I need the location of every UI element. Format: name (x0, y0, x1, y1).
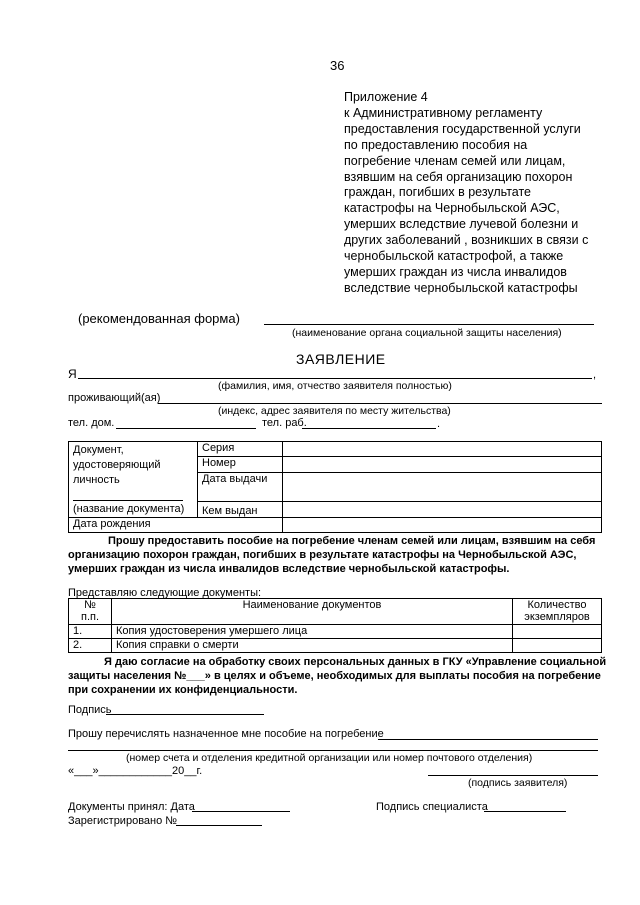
docs-intro: Представляю следующие документы: (68, 587, 262, 599)
row-num: 2. (69, 639, 112, 653)
appendix-line: других заболеваний , возникших в связи с (344, 233, 589, 248)
id-document-table (68, 441, 602, 533)
issue-date-value[interactable] (283, 472, 602, 502)
row-num: 1. (69, 625, 112, 639)
appendix-line: предоставления государственной услуги (344, 121, 581, 136)
transfer-field-2[interactable] (68, 750, 598, 751)
fio-caption: (фамилия, имя, отчество заявителя полностью) (218, 380, 452, 392)
row-qty[interactable] (513, 639, 602, 653)
document-cell (69, 442, 198, 518)
applicant-sig-caption: (подпись заявителя) (468, 777, 568, 789)
comma: , (593, 369, 597, 381)
accepted-date-field[interactable] (192, 811, 290, 812)
signature-label: Подпись (68, 704, 112, 716)
appendix-line: Приложение 4 (344, 90, 428, 104)
col-num-line: № (84, 599, 96, 611)
documents-table (68, 598, 602, 653)
specialist-signature-field[interactable] (484, 811, 566, 812)
col-num-header (69, 599, 112, 625)
birth-date-label: Дата рождения (69, 518, 283, 533)
fio-field[interactable] (78, 378, 592, 379)
appendix-line: чернобыльской катастрофой, а также (344, 249, 564, 264)
recommended-form-label: (рекомендованная форма) (78, 311, 240, 326)
date-field[interactable]: «___»____________20__г. (68, 765, 203, 777)
authority-field[interactable] (264, 324, 594, 325)
specialist-sig-label: Подпись специалиста (376, 801, 488, 813)
page-number: 36 (330, 58, 345, 73)
signature-field[interactable] (106, 714, 264, 715)
consent-line: при сохранении их конфиденциальности. (68, 684, 298, 696)
appendix-line: вследствие чернобыльской катастрофы (344, 280, 578, 295)
address-field[interactable] (158, 403, 602, 404)
appendix-line: умерших вследствие лучевой болезни и (344, 217, 579, 232)
col-qty-line: Количество (527, 599, 587, 611)
document-line: удостоверяющий (73, 459, 161, 471)
row-name: Копия удостоверения умершего лица (112, 625, 513, 639)
applicant-signature-field[interactable] (428, 775, 598, 776)
table-row (69, 625, 602, 639)
registered-number-field[interactable] (176, 825, 262, 826)
col-num-line: п.п. (80, 611, 100, 623)
period: . (437, 418, 441, 430)
tel-home-label: тел. дом. (68, 417, 115, 429)
tel-home-field[interactable] (116, 428, 256, 429)
appendix-line: катастрофы на Чернобыльской АЭС, (344, 201, 560, 216)
appendix-line: к Административному регламенту (344, 105, 543, 120)
row-name: Копия справки о смерти (112, 639, 513, 653)
document-line: Документ, (73, 444, 124, 456)
issued-by-value[interactable] (283, 502, 602, 518)
registered-label: Зарегистрировано № (68, 815, 178, 827)
issue-date-label: Дата выдачи (198, 472, 283, 502)
doc-name-caption: (название документа) (73, 503, 185, 515)
appendix-line: по предоставлению пособия на (344, 137, 528, 152)
request-line: организацию похорон граждан, погибших в результате катастрофы на Чернобыльской АЭС, (68, 549, 577, 561)
consent-line: защиты населения №___» в целях и объеме, необходимых для выплаты пособия на погребение (68, 670, 601, 682)
tel-work-label: тел. раб. (262, 417, 307, 429)
authority-caption: (наименование органа социальной защиты населения) (292, 327, 562, 339)
col-name-header: Наименование документов (112, 599, 513, 625)
transfer-field[interactable] (378, 739, 598, 740)
doc-name-field[interactable] (73, 500, 183, 501)
request-line: Прошу предоставить пособие на погребение членам семей или лицам, взявшим на себя (108, 535, 596, 547)
appendix-line: погребение членам семей или лицам, (344, 153, 566, 168)
account-caption: (номер счета и отделения кредитной организации или номер почтового отделения) (126, 752, 533, 764)
residing-label: проживающий(ая) (68, 392, 161, 404)
tel-work-field[interactable] (302, 428, 436, 429)
series-label: Серия (198, 442, 283, 457)
appendix-line: взявшим на себя организацию похорон (344, 169, 573, 184)
consent-line: Я даю согласие на обработку своих персональных данных в ГКУ «Управление социальной (104, 656, 607, 668)
request-line: умерших граждан из числа инвалидов вследствие чернобыльской катастрофы. (68, 563, 510, 575)
table-row (69, 639, 602, 653)
col-qty-line: экземпляров (524, 611, 590, 623)
col-qty-header (513, 599, 602, 625)
row-qty[interactable] (513, 625, 602, 639)
number-value[interactable] (283, 456, 602, 472)
form-title: ЗАЯВЛЕНИЕ (296, 351, 386, 367)
birth-date-value[interactable] (283, 518, 602, 533)
appendix-header (344, 90, 588, 297)
appendix-line: умерших граждан из числа инвалидов (344, 264, 567, 279)
issued-by-label: Кем выдан (198, 502, 283, 518)
appendix-line: граждан, погибших в результате (344, 185, 532, 200)
number-label: Номер (198, 456, 283, 472)
series-value[interactable] (283, 442, 602, 457)
ya-label: Я (68, 367, 77, 381)
transfer-label: Прошу перечислять назначенное мне пособие на погребение (68, 728, 384, 740)
accepted-label: Документы принял: Дата (68, 801, 195, 813)
document-line: личность (73, 474, 120, 486)
address-caption: (индекс, адрес заявителя по месту жительства) (218, 405, 451, 417)
